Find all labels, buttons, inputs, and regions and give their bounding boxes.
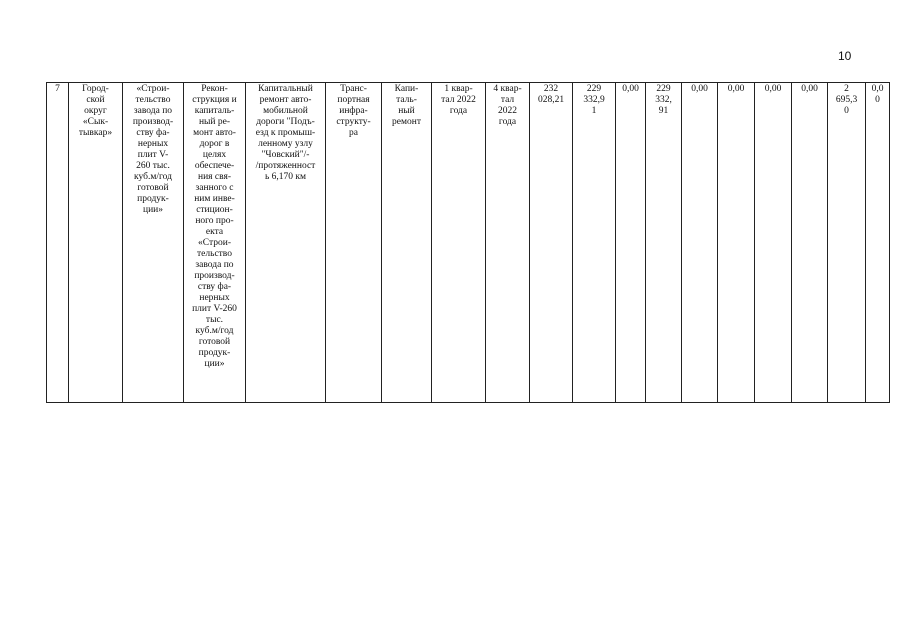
cell-amount-12: 229 332, 91	[646, 83, 682, 403]
cell-amount-16: 0,00	[792, 83, 828, 403]
cell-end-period: 4 квар- тал 2022 года	[486, 83, 530, 403]
cell-purpose: Рекон- струкция и капиталь- ный ре- монт авто- дорог в целях обеспече- ния свя- занного с ним инве- стицион- ного про- екта «Строи- тельство завода по производ- ству фа- нерных плит V-260 тыс. куб.м/год готовой продук- ции»	[184, 83, 246, 403]
page-number: 10	[838, 49, 852, 63]
table-row	[47, 83, 890, 403]
cell-amount-13: 0,00	[682, 83, 718, 403]
cell-infrastructure-type: Транс- портная инфра- структу- ра	[326, 83, 382, 403]
cell-start-period: 1 квар- тал 2022 года	[432, 83, 486, 403]
cell-amount-18: 0,0 0	[866, 83, 890, 403]
cell-investment-project: «Строи- тельство завода по производ- ству фа- нерных плит V- 260 тыс. куб.м/год готовой продук- ции»	[123, 83, 184, 403]
cell-work-type: Капи- таль- ный ремонт	[382, 83, 432, 403]
cell-amount-15: 0,00	[755, 83, 792, 403]
cell-total: 232 028,21	[530, 83, 573, 403]
cell-amount-10: 229 332,9 1	[573, 83, 616, 403]
cell-amount-14: 0,00	[718, 83, 755, 403]
cell-amount-11: 0,00	[616, 83, 646, 403]
cell-object: Капитальный ремонт авто- мобильной дороги "Подъ- езд к промыш- ленному узлу "Човский"/- /протяженност ь 6,170 км	[246, 83, 326, 403]
investment-infrastructure-table	[46, 82, 890, 403]
cell-amount-17: 2 695,3 0	[828, 83, 866, 403]
cell-municipality: Город- ской округ «Сык- тывкар»	[69, 83, 123, 403]
cell-row-number: 7	[47, 83, 69, 403]
